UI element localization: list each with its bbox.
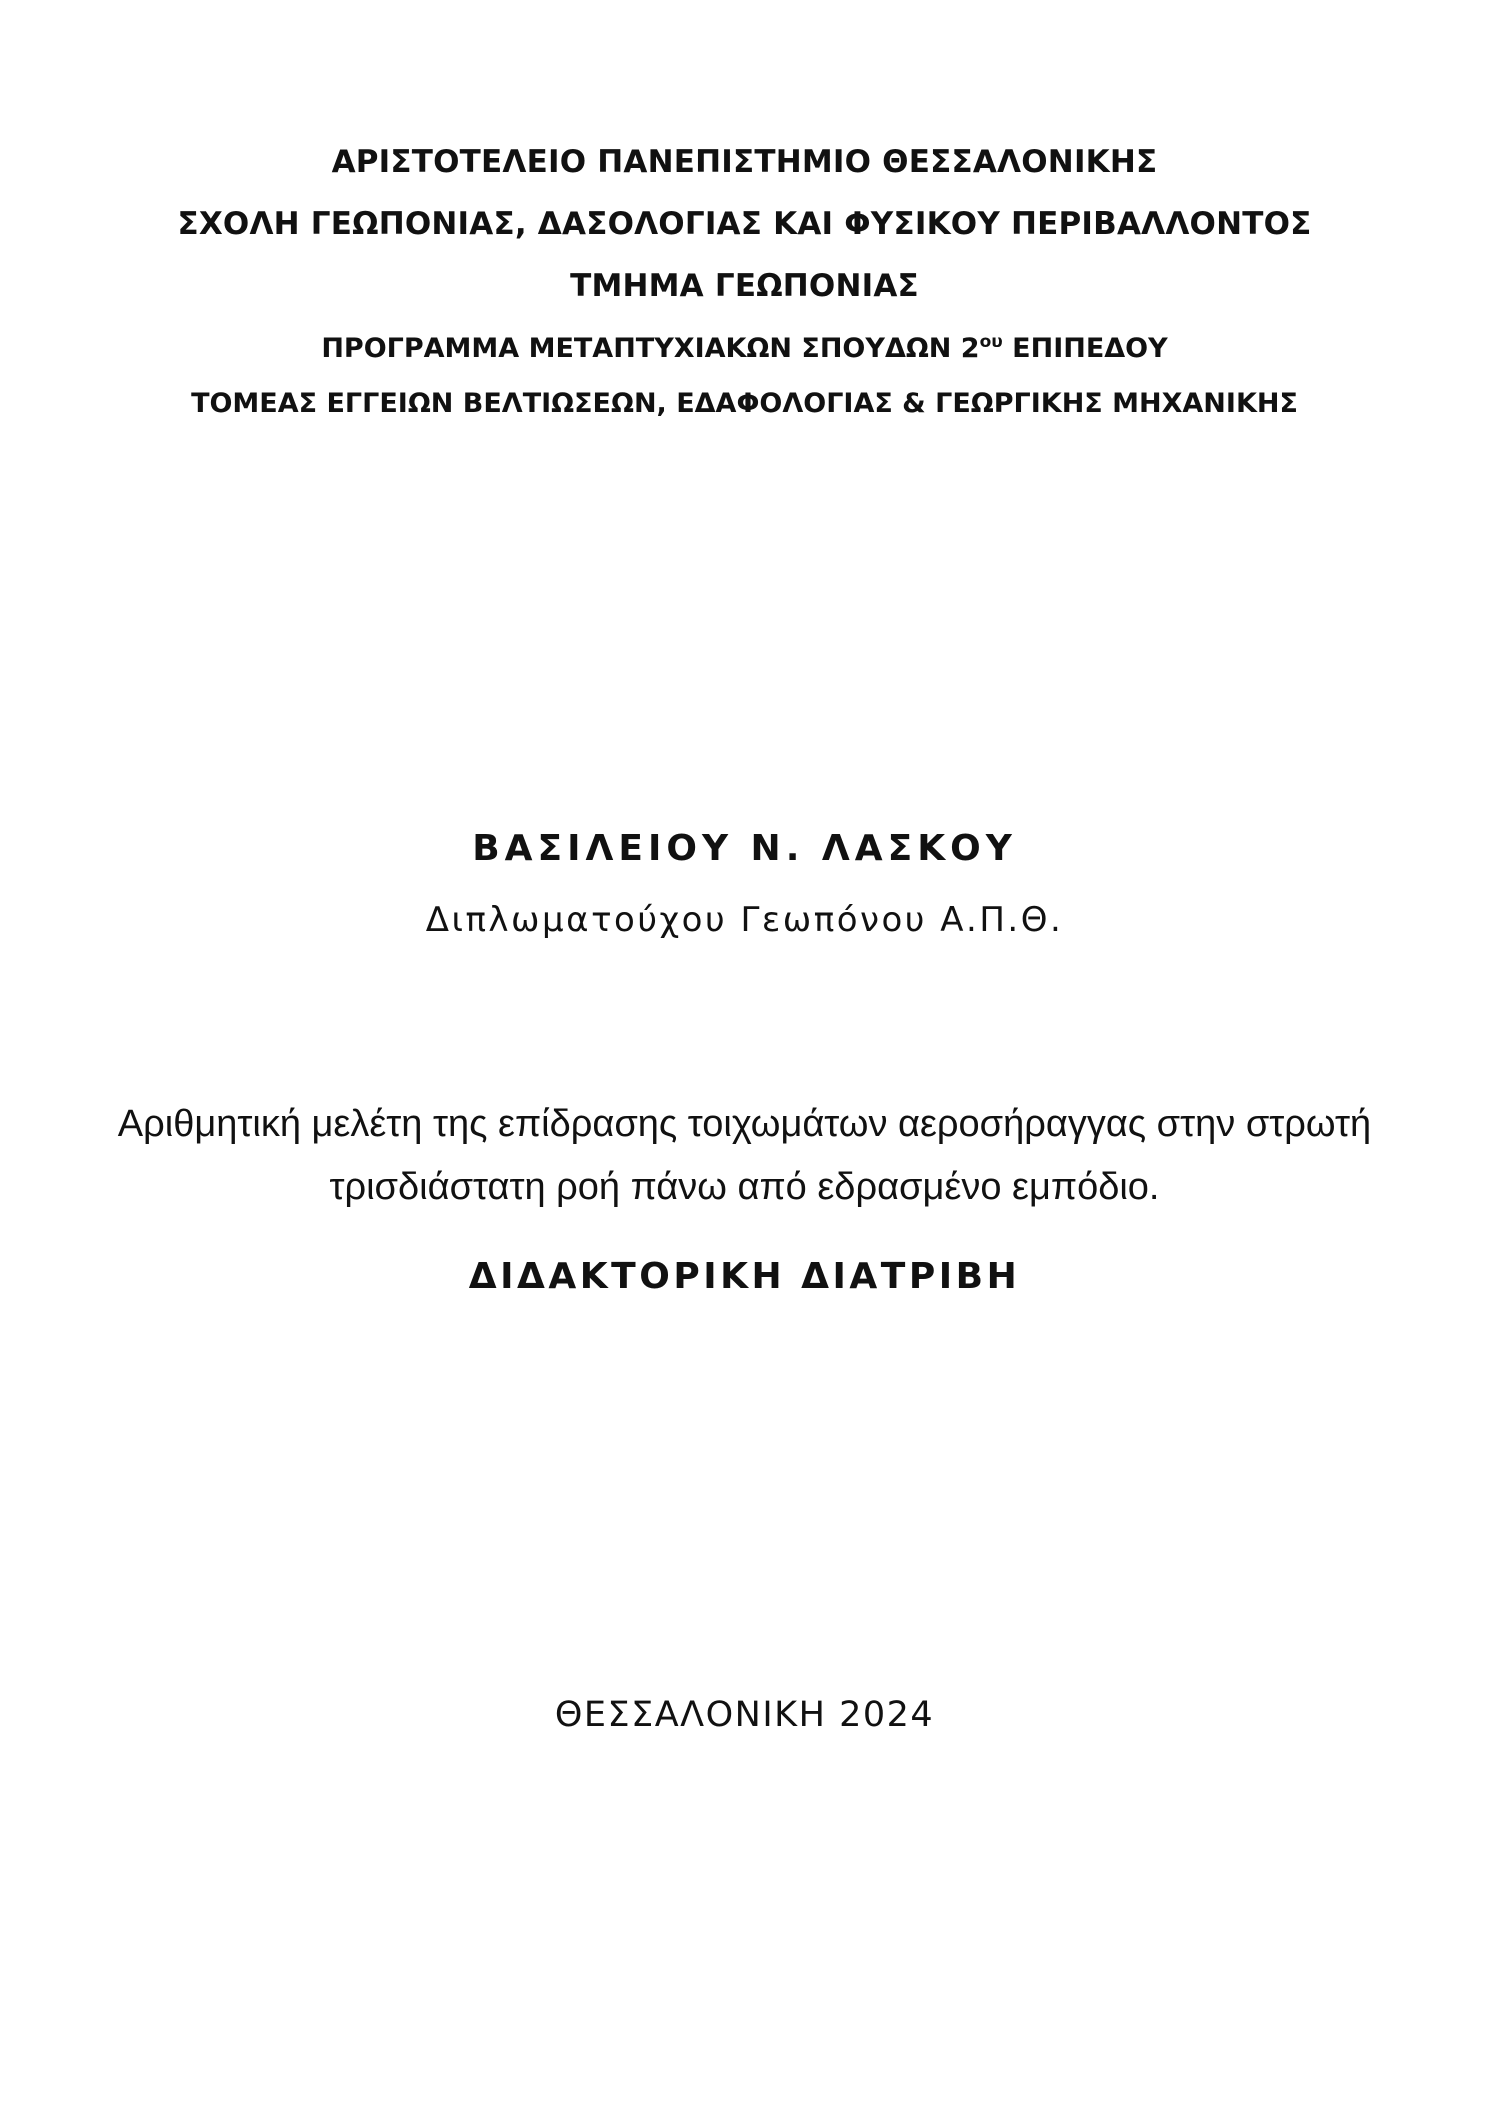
school-name: ΣΧΟΛΗ ΓΕΩΠΟΝΙΑΣ, ΔΑΣΟΛΟΓΙΑΣ ΚΑΙ ΦΥΣΙΚΟΥ ΠΕΡΙΒΑΛΛΟΝΤΟΣ: [177, 206, 1312, 242]
program-name: [0, 333, 1489, 364]
thesis-title-line-2: τρισδιάστατη ροή πάνω από εδρασμένο εμπόδιο.: [329, 1166, 1160, 1208]
place-and-year: ΘΕΣΣΑΛΟΝΙΚΗ 2024: [554, 1695, 935, 1735]
author-role: Διπλωματούχου Γεωπόνου Α.Π.Θ.: [425, 900, 1064, 940]
program-name-prefix: ΠΡΟΓΡΑΜΜΑ ΜΕΤΑΠΤΥΧΙΑΚΩΝ ΣΠΟΥΔΩΝ 2: [321, 333, 980, 364]
thesis-type: ΔΙΔΑΚΤΟΡΙΚΗ ΔΙΑΤΡΙΒΗ: [468, 1256, 1021, 1297]
sector-name: ΤΟΜΕΑΣ ΕΓΓΕΙΩΝ ΒΕΛΤΙΩΣΕΩΝ, ΕΔΑΦΟΛΟΓΙΑΣ & ΓΕΩΡΓΙΚΗΣ ΜΗΧΑΝΙΚΗΣ: [191, 388, 1298, 419]
thesis-title-line-1: Αριθμητική μελέτη της επίδρασης τοιχωμάτων αεροσήραγγας στην στρωτή: [117, 1103, 1372, 1145]
university-name: ΑΡΙΣΤΟΤΕΛΕΙΟ ΠΑΝΕΠΙΣΤΗΜΙΟ ΘΕΣΣΑΛΟΝΙΚΗΣ: [331, 144, 1158, 180]
program-name-suffix: ΕΠΙΠΕΔΟΥ: [1002, 333, 1168, 364]
author-name: ΒΑΣΙΛΕΙΟΥ Ν. ΛΑΣΚΟΥ: [472, 828, 1017, 869]
department-name: ΤΜΗΜΑ ΓΕΩΠΟΝΙΑΣ: [570, 268, 919, 304]
program-name-superscript: ου: [979, 332, 1003, 352]
